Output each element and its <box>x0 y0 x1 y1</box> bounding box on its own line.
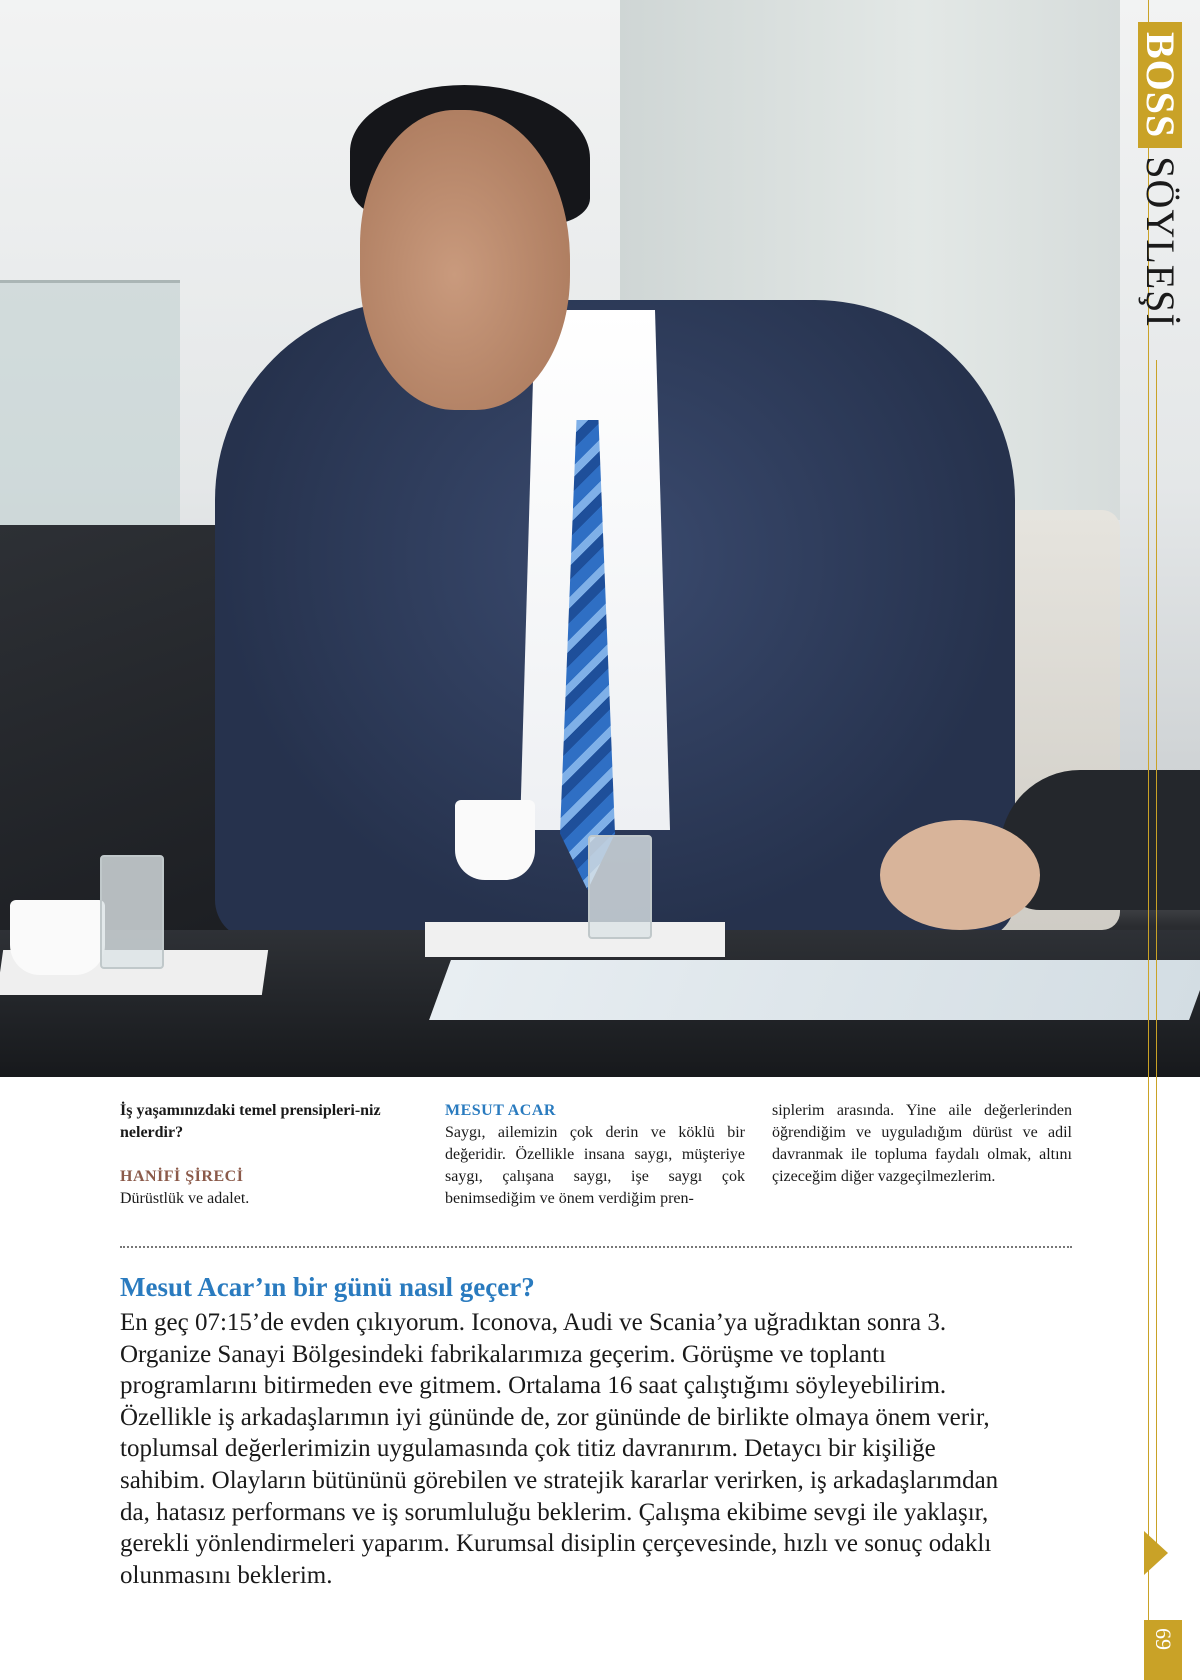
face <box>360 110 570 410</box>
page-number: 69 <box>1151 1628 1176 1650</box>
interview-question: İş yaşamınızdaki temel prensipleri-niz nelerdir? <box>120 1102 381 1141</box>
feature-body: En geç 07:15’de evden çıkıyorum. Iconova, Audi ve Scania’ya uğradıktan sonra 3. Organize Sanayi Bölgesindeki fabrikalarımıza geçerim. Görüşme ve toplantı programlarını bitirmeden eve gitmem. Ortalama 16 saat çalıştığımı söyleyebilirim. Özellikle iş arkadaşlarımın iyi gününde de, zor gününde de birlikte olmaya önem verir, toplumsal değerlerimizin uygulamasında çok titiz davranırım. Detaycı bir kişiliğe sahibim. Olayların bütününü görebilen ve stratejik kararlar verirken, iş arkadaşlarımdan da, hatasız performans ve iş sorumluluğu beklerim. Çalışma ekibime sevgi ile yaklaşır, gerekli yönlendirmeleri yaparım. Kurumsal disiplin çerçevesinde, hızlı ve sonuç odaklı olunmasını beklerim. <box>120 1309 999 1589</box>
next-arrow-icon <box>1144 1531 1168 1575</box>
answer-mesut-part1: Saygı, ailemizin çok derin ve köklü bir değeridir. Özellikle insana saygı, müşteriye saygı, çalışana saygı, işe saygı çok benimsediğim ve önem verdiğim pren- <box>445 1124 745 1207</box>
open-magazine <box>429 960 1200 1020</box>
other-person-hand <box>880 820 1040 930</box>
water-glass-left <box>100 855 164 969</box>
saucer-center <box>425 922 725 957</box>
coffee-cup-hand <box>455 800 535 880</box>
answer-hanifi: Dürüstlük ve adalet. <box>120 1190 250 1207</box>
answer-mesut-part2: siplerim arasında. Yine aile değerlerinden öğrendiğim ve uyguladığım dürüst ve adil davranmak ile topluma faydalı olmak, altını çizeceğim diğer vazgeçilmezlerim. <box>772 1102 1072 1185</box>
speaker-name-mesut: MESUT ACAR <box>445 1102 556 1119</box>
dotted-divider <box>120 1246 1072 1248</box>
coffee-cup-left <box>10 900 105 975</box>
sidebar <box>1138 0 1200 1680</box>
column-2 <box>445 1100 745 1210</box>
brand-label: BOSS <box>1138 22 1182 148</box>
section-title: SÖYLEŞİ <box>1138 156 1183 328</box>
column-1 <box>120 1100 420 1210</box>
column-3 <box>772 1100 1072 1188</box>
speaker-name-hanifi: HANİFİ ŞİRECİ <box>120 1168 244 1185</box>
water-glass-center <box>588 835 652 939</box>
page-number-tab <box>1144 1620 1182 1680</box>
feature-heading: Mesut Acar’ın bir günü nasıl geçer? <box>120 1272 535 1302</box>
sidebar-rule-inner <box>1156 360 1157 1560</box>
section-label <box>1138 22 1182 336</box>
glass-partition <box>0 280 180 533</box>
